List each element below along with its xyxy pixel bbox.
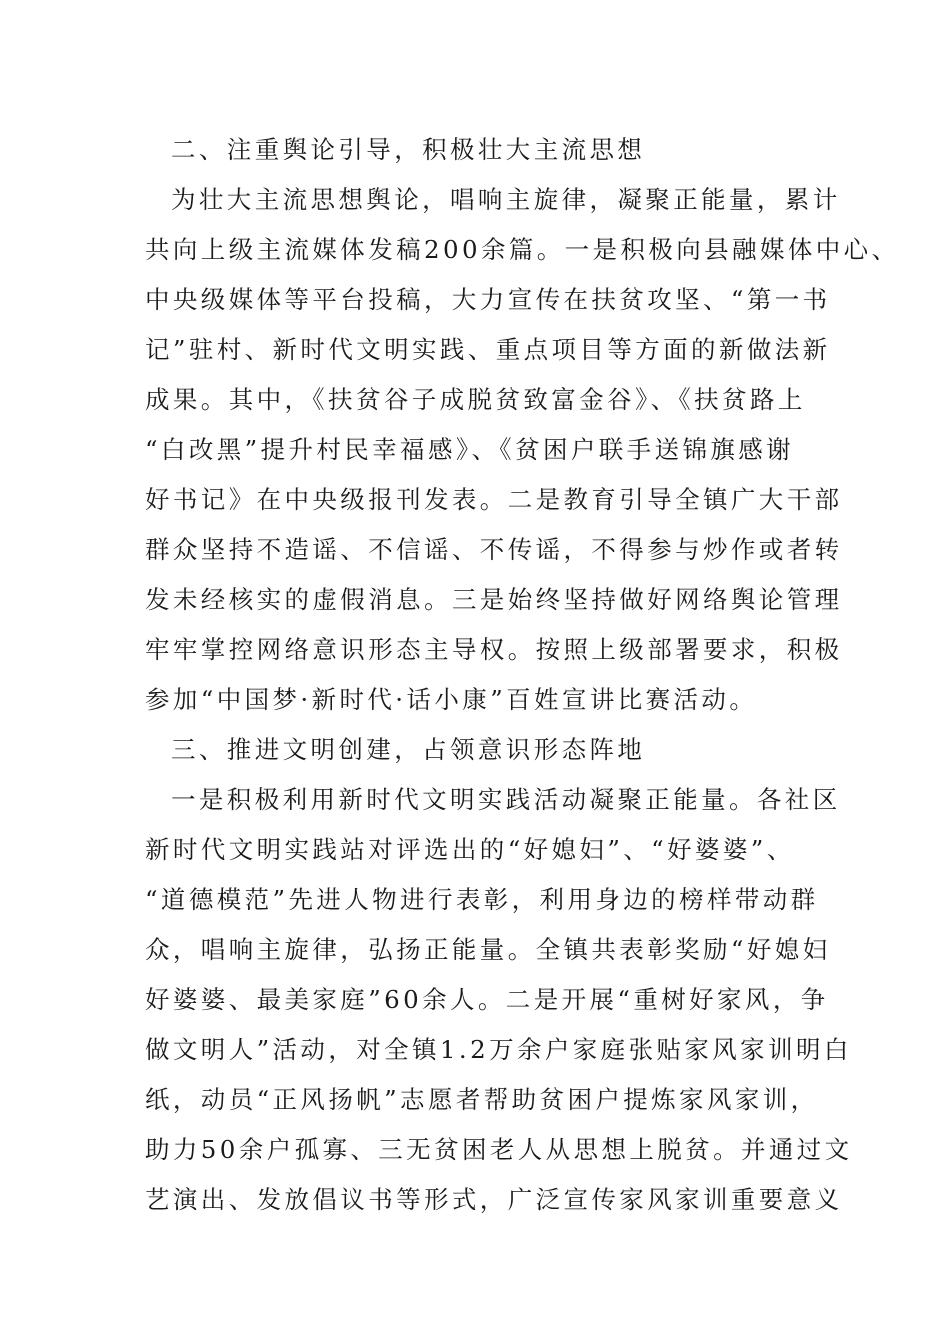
paragraph-line: 共向上级主流媒体发稿200余篇。一是积极向县融媒体中心、 xyxy=(145,235,900,264)
paragraph-line: 参加“中国梦·新时代·话小康”百姓宣讲比赛活动。 xyxy=(145,685,758,714)
paragraph-line: 做文明人”活动，对全镇1.2万余户家庭张贴家风家训明白 xyxy=(145,1035,852,1064)
paragraph-line: 纸，动员“正风扬帆”志愿者帮助贫困户提炼家风家训， xyxy=(145,1085,819,1114)
paragraph-line: 成果。其中，《扶贫谷子成脱贫致富金谷》、《扶贫路上 xyxy=(145,385,806,414)
paragraph-line: 发未经核实的虚假消息。三是始终坚持做好网络舆论管理 xyxy=(145,585,843,614)
paragraph-line: 记”驻村、新时代文明实践、重点项目等方面的新做法新 xyxy=(145,335,831,364)
paragraph-line: “白改黑”提升村民幸福感》、《贫困户联手送锦旗感谢 xyxy=(145,435,795,464)
paragraph-line: 新时代文明实践站对评选出的“好媳妇”、“好婆婆”、 xyxy=(145,835,795,864)
paragraph-line: 一是积极利用新时代文明实践活动凝聚正能量。各社区 xyxy=(171,785,841,814)
paragraph-line: 中央级媒体等平台投稿，大力宣传在扶贫攻坚、“第一书 xyxy=(145,285,831,314)
paragraph-line: 艺演出、发放倡议书等形式，广泛宣传家风家训重要意义 xyxy=(145,1185,843,1214)
section-heading-3: 三、推进文明创建，占领意识形态阵地 xyxy=(171,735,646,764)
paragraph-line: 助力50余户孤寡、三无贫困老人从思想上脱贫。并通过文 xyxy=(145,1135,853,1164)
paragraph-line: 牢牢掌控网络意识形态主导权。按照上级部署要求，积极 xyxy=(145,635,843,664)
paragraph-line: 群众坚持不造谣、不信谣、不传谣，不得参与炒作或者转 xyxy=(145,535,843,564)
paragraph-line: 众，唱响主旋律，弘扬正能量。全镇共表彰奖励“好媳妇 xyxy=(145,935,831,964)
section-heading-2: 二、注重舆论引导，积极壮大主流思想 xyxy=(171,135,646,164)
paragraph-line: “道德模范”先进人物进行表彰，利用身边的榜样带动群 xyxy=(145,885,819,914)
paragraph-line: 好书记》在中央级报刊发表。二是教育引导全镇广大干部 xyxy=(145,485,843,514)
paragraph-line: 好婆婆、最美家庭”60余人。二是开展“重树好家风，争 xyxy=(145,985,829,1014)
paragraph-line: 为壮大主流思想舆论，唱响主旋律，凝聚正能量，累计 xyxy=(171,185,841,214)
